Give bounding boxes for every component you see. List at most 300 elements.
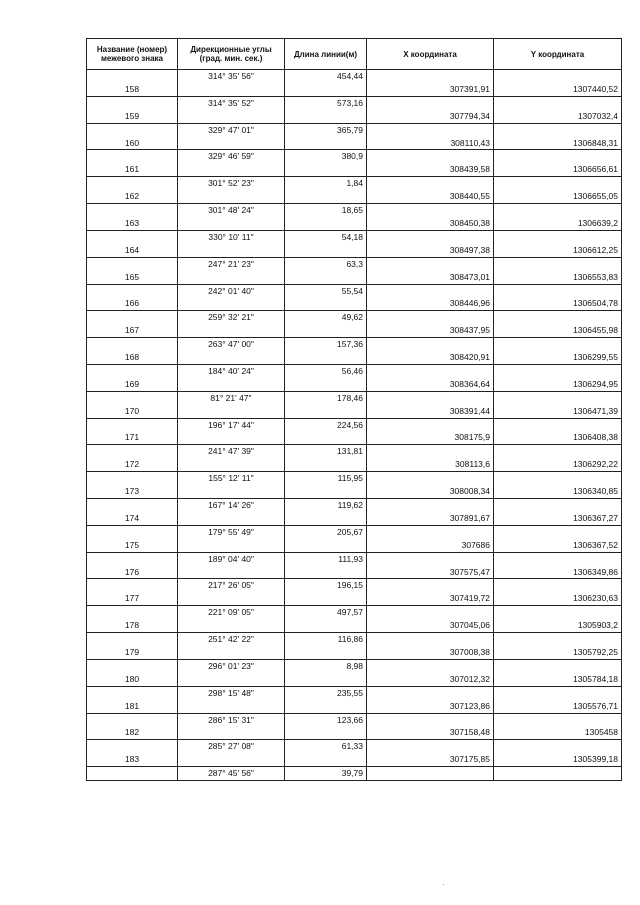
direction-angle-cell: 221° 09' 05" (178, 606, 285, 619)
x-coordinate-cell (367, 659, 494, 672)
y-coordinate-cell (494, 70, 622, 83)
boundary-mark-name-cell (87, 257, 178, 270)
y-coordinate-cell: 1306294,95 (494, 378, 622, 391)
direction-angle-cell (178, 83, 285, 96)
line-length-cell (285, 512, 367, 525)
y-coordinate-cell: 1306639,2 (494, 217, 622, 230)
line-length-cell (285, 137, 367, 150)
point-row (87, 539, 622, 552)
x-coordinate-cell: 308439,58 (367, 163, 494, 176)
y-coordinate-cell (494, 579, 622, 592)
x-coordinate-cell: 308497,38 (367, 244, 494, 257)
direction-angle-cell: 301° 48' 24" (178, 204, 285, 217)
y-coordinate-cell (494, 230, 622, 243)
boundary-mark-name-cell (87, 284, 178, 297)
direction-angle-cell: 241° 47' 39" (178, 445, 285, 458)
boundary-mark-name-cell: 176 (87, 566, 178, 579)
direction-angle-cell (178, 700, 285, 713)
boundary-mark-name-cell (87, 740, 178, 753)
direction-angle-cell: 314° 35' 56" (178, 70, 285, 83)
line-length-cell (285, 646, 367, 659)
x-coordinate-cell: 308473,01 (367, 271, 494, 284)
line-length-cell: 54,18 (285, 230, 367, 243)
direction-angle-cell (178, 217, 285, 230)
header-y-coordinate: Y координата (494, 39, 622, 70)
line-length-cell (285, 190, 367, 203)
boundary-mark-name-cell: 178 (87, 619, 178, 632)
y-coordinate-cell: 1306656,61 (494, 163, 622, 176)
boundary-mark-name-cell (87, 606, 178, 619)
point-row (87, 351, 622, 364)
line-length-cell: 1,84 (285, 177, 367, 190)
boundary-mark-name-cell (87, 204, 178, 217)
direction-angle-cell (178, 566, 285, 579)
boundary-mark-name-cell: 175 (87, 539, 178, 552)
point-row (87, 110, 622, 123)
table-body (87, 70, 622, 781)
boundary-mark-name-cell (87, 311, 178, 324)
segment-row (87, 525, 622, 538)
x-coordinate-cell (367, 740, 494, 753)
line-length-cell: 63,3 (285, 257, 367, 270)
x-coordinate-cell (367, 767, 494, 781)
segment-row (87, 150, 622, 163)
x-coordinate-cell: 307012,32 (367, 673, 494, 686)
y-coordinate-cell (494, 96, 622, 109)
boundary-mark-name-cell: 171 (87, 431, 178, 444)
segment-row (87, 633, 622, 646)
x-coordinate-cell: 308437,95 (367, 324, 494, 337)
line-length-cell (285, 110, 367, 123)
boundary-mark-name-cell (87, 230, 178, 243)
point-row (87, 190, 622, 203)
direction-angle-cell: 196° 17' 44" (178, 418, 285, 431)
direction-angle-cell: 330° 10' 11" (178, 230, 285, 243)
point-row (87, 163, 622, 176)
header-direction-angle: Дирекционные углы (град. мин. сек.) (178, 39, 285, 70)
boundary-mark-name-cell: 163 (87, 217, 178, 230)
y-coordinate-cell (494, 177, 622, 190)
y-coordinate-cell (494, 391, 622, 404)
boundary-mark-name-cell (87, 418, 178, 431)
line-length-cell (285, 431, 367, 444)
coordinates-table (86, 38, 622, 781)
point-row (87, 271, 622, 284)
point-row (87, 700, 622, 713)
boundary-mark-name-cell (87, 123, 178, 136)
line-length-cell (285, 539, 367, 552)
boundary-mark-name-cell: 181 (87, 700, 178, 713)
boundary-mark-name-cell: 183 (87, 753, 178, 766)
boundary-mark-name-cell (87, 767, 178, 781)
boundary-mark-name-cell: 180 (87, 673, 178, 686)
segment-row (87, 284, 622, 297)
y-coordinate-cell (494, 686, 622, 699)
line-length-cell (285, 673, 367, 686)
line-length-cell: 196,15 (285, 579, 367, 592)
line-length-cell: 116,86 (285, 633, 367, 646)
y-coordinate-cell: 1305458 (494, 726, 622, 739)
boundary-mark-name-cell: 162 (87, 190, 178, 203)
line-length-cell: 8,98 (285, 659, 367, 672)
point-row (87, 83, 622, 96)
direction-angle-cell (178, 405, 285, 418)
segment-row (87, 257, 622, 270)
y-coordinate-cell (494, 499, 622, 512)
y-coordinate-cell: 1306848,31 (494, 137, 622, 150)
line-length-cell (285, 83, 367, 96)
point-row (87, 753, 622, 766)
direction-angle-cell: 167° 14' 26" (178, 499, 285, 512)
y-coordinate-cell: 1306299,55 (494, 351, 622, 364)
direction-angle-cell (178, 378, 285, 391)
point-row (87, 378, 622, 391)
line-length-cell: 497,57 (285, 606, 367, 619)
direction-angle-cell (178, 753, 285, 766)
x-coordinate-cell: 308008,34 (367, 485, 494, 498)
point-row (87, 673, 622, 686)
y-coordinate-cell: 1305903,2 (494, 619, 622, 632)
boundary-mark-name-cell (87, 177, 178, 190)
y-coordinate-cell (494, 606, 622, 619)
y-coordinate-cell: 1305784,18 (494, 673, 622, 686)
line-length-cell (285, 458, 367, 471)
boundary-mark-name-cell (87, 338, 178, 351)
point-row (87, 217, 622, 230)
point-row (87, 726, 622, 739)
point-row (87, 244, 622, 257)
line-length-cell: 56,46 (285, 364, 367, 377)
line-length-cell (285, 592, 367, 605)
x-coordinate-cell: 307794,34 (367, 110, 494, 123)
boundary-mark-name-cell: 161 (87, 163, 178, 176)
direction-angle-cell: 287° 45' 56" (178, 767, 285, 781)
direction-angle-cell (178, 110, 285, 123)
point-row (87, 566, 622, 579)
line-length-cell (285, 700, 367, 713)
point-row (87, 297, 622, 310)
y-coordinate-cell: 1307032,4 (494, 110, 622, 123)
segment-row (87, 445, 622, 458)
boundary-mark-name-cell (87, 659, 178, 672)
boundary-mark-name-cell: 170 (87, 405, 178, 418)
direction-angle-cell (178, 539, 285, 552)
segment-row (87, 713, 622, 726)
x-coordinate-cell (367, 364, 494, 377)
line-length-cell: 157,36 (285, 338, 367, 351)
x-coordinate-cell (367, 230, 494, 243)
x-coordinate-cell: 308110,43 (367, 137, 494, 150)
x-coordinate-cell (367, 123, 494, 136)
x-coordinate-cell: 308175,9 (367, 431, 494, 444)
direction-angle-cell (178, 271, 285, 284)
point-row (87, 431, 622, 444)
x-coordinate-cell: 308450,38 (367, 217, 494, 230)
segment-row (87, 230, 622, 243)
x-coordinate-cell: 307045,06 (367, 619, 494, 632)
segment-row (87, 391, 622, 404)
direction-angle-cell (178, 485, 285, 498)
x-coordinate-cell: 308446,96 (367, 297, 494, 310)
line-length-cell: 573,16 (285, 96, 367, 109)
x-coordinate-cell (367, 391, 494, 404)
direction-angle-cell (178, 244, 285, 257)
boundary-mark-name-cell: 182 (87, 726, 178, 739)
x-coordinate-cell (367, 713, 494, 726)
line-length-cell: 49,62 (285, 311, 367, 324)
segment-row (87, 686, 622, 699)
y-coordinate-cell (494, 767, 622, 781)
segment-row (87, 418, 622, 431)
x-coordinate-cell (367, 499, 494, 512)
x-coordinate-cell: 307158,48 (367, 726, 494, 739)
y-coordinate-cell (494, 284, 622, 297)
direction-angle-cell: 301° 52' 23" (178, 177, 285, 190)
direction-angle-cell (178, 297, 285, 310)
segment-row (87, 579, 622, 592)
boundary-mark-name-cell: 158 (87, 83, 178, 96)
boundary-mark-name-cell: 168 (87, 351, 178, 364)
line-length-cell: 39,79 (285, 767, 367, 781)
boundary-mark-name-cell (87, 713, 178, 726)
scan-speck (443, 884, 444, 885)
line-length-cell: 380,9 (285, 150, 367, 163)
segment-row (87, 606, 622, 619)
line-length-cell: 454,44 (285, 70, 367, 83)
y-coordinate-cell (494, 364, 622, 377)
boundary-mark-name-cell: 172 (87, 458, 178, 471)
x-coordinate-cell: 307391,91 (367, 83, 494, 96)
segment-row (87, 364, 622, 377)
x-coordinate-cell: 308440,55 (367, 190, 494, 203)
direction-angle-cell (178, 673, 285, 686)
boundary-mark-name-cell: 167 (87, 324, 178, 337)
direction-angle-cell: 285° 27' 08" (178, 740, 285, 753)
x-coordinate-cell (367, 418, 494, 431)
boundary-mark-name-cell (87, 686, 178, 699)
line-length-cell (285, 753, 367, 766)
direction-angle-cell: 217° 26' 05" (178, 579, 285, 592)
direction-angle-cell: 263° 47' 00" (178, 338, 285, 351)
line-length-cell: 224,56 (285, 418, 367, 431)
table-header-row (87, 39, 622, 70)
y-coordinate-cell (494, 150, 622, 163)
boundary-mark-name-cell (87, 445, 178, 458)
line-length-cell (285, 217, 367, 230)
x-coordinate-cell (367, 686, 494, 699)
segment-row (87, 96, 622, 109)
x-coordinate-cell (367, 150, 494, 163)
direction-angle-cell: 329° 47' 01" (178, 123, 285, 136)
line-length-cell (285, 485, 367, 498)
direction-angle-cell: 184° 40' 24" (178, 364, 285, 377)
y-coordinate-cell: 1305576,71 (494, 700, 622, 713)
line-length-cell (285, 619, 367, 632)
direction-angle-cell: 155° 12' 11" (178, 472, 285, 485)
segment-row (87, 552, 622, 565)
line-length-cell: 18,65 (285, 204, 367, 217)
y-coordinate-cell (494, 552, 622, 565)
header-x-coordinate: X координата (367, 39, 494, 70)
x-coordinate-cell (367, 552, 494, 565)
direction-angle-cell: 296° 01' 23" (178, 659, 285, 672)
y-coordinate-cell (494, 713, 622, 726)
boundary-mark-name-cell (87, 499, 178, 512)
point-row (87, 619, 622, 632)
boundary-mark-name-cell: 166 (87, 297, 178, 310)
y-coordinate-cell: 1306349,86 (494, 566, 622, 579)
boundary-mark-name-cell (87, 579, 178, 592)
segment-row (87, 204, 622, 217)
x-coordinate-cell (367, 284, 494, 297)
x-coordinate-cell (367, 177, 494, 190)
y-coordinate-cell (494, 472, 622, 485)
y-coordinate-cell: 1306230,63 (494, 592, 622, 605)
boundary-mark-name-cell: 177 (87, 592, 178, 605)
y-coordinate-cell: 1306471,39 (494, 405, 622, 418)
boundary-mark-name-cell (87, 364, 178, 377)
direction-angle-cell: 314° 35' 52" (178, 96, 285, 109)
point-row (87, 646, 622, 659)
direction-angle-cell (178, 163, 285, 176)
segment-row (87, 472, 622, 485)
boundary-mark-name-cell: 169 (87, 378, 178, 391)
point-row (87, 324, 622, 337)
x-coordinate-cell (367, 311, 494, 324)
x-coordinate-cell (367, 606, 494, 619)
line-length-cell: 235,55 (285, 686, 367, 699)
line-length-cell: 123,66 (285, 713, 367, 726)
point-row (87, 592, 622, 605)
y-coordinate-cell (494, 633, 622, 646)
x-coordinate-cell: 308364,64 (367, 378, 494, 391)
y-coordinate-cell (494, 740, 622, 753)
x-coordinate-cell (367, 472, 494, 485)
y-coordinate-cell: 1306655,05 (494, 190, 622, 203)
direction-angle-cell: 286° 15' 31" (178, 713, 285, 726)
direction-angle-cell (178, 592, 285, 605)
direction-angle-cell: 298° 15' 48" (178, 686, 285, 699)
direction-angle-cell (178, 646, 285, 659)
y-coordinate-cell (494, 418, 622, 431)
line-length-cell (285, 378, 367, 391)
boundary-mark-name-cell: 179 (87, 646, 178, 659)
direction-angle-cell: 242° 01' 40" (178, 284, 285, 297)
point-row (87, 485, 622, 498)
segment-row (87, 740, 622, 753)
direction-angle-cell (178, 190, 285, 203)
boundary-mark-name-cell: 174 (87, 512, 178, 525)
line-length-cell (285, 351, 367, 364)
y-coordinate-cell (494, 659, 622, 672)
x-coordinate-cell: 307891,67 (367, 512, 494, 525)
direction-angle-cell (178, 458, 285, 471)
point-row (87, 512, 622, 525)
y-coordinate-cell: 1305399,18 (494, 753, 622, 766)
direction-angle-cell (178, 512, 285, 525)
direction-angle-cell: 81° 21' 47" (178, 391, 285, 404)
direction-angle-cell (178, 619, 285, 632)
x-coordinate-cell (367, 633, 494, 646)
segment-row (87, 659, 622, 672)
point-row (87, 137, 622, 150)
line-length-cell (285, 244, 367, 257)
line-length-cell (285, 297, 367, 310)
line-length-cell: 178,46 (285, 391, 367, 404)
y-coordinate-cell: 1306553,83 (494, 271, 622, 284)
y-coordinate-cell: 1305792,25 (494, 646, 622, 659)
point-row (87, 405, 622, 418)
boundary-mark-name-cell: 159 (87, 110, 178, 123)
line-length-cell (285, 405, 367, 418)
boundary-mark-name-cell (87, 70, 178, 83)
x-coordinate-cell (367, 70, 494, 83)
y-coordinate-cell: 1306292,22 (494, 458, 622, 471)
header-line-length: Длина линии(м) (285, 39, 367, 70)
direction-angle-cell (178, 431, 285, 444)
y-coordinate-cell: 1306367,52 (494, 539, 622, 552)
x-coordinate-cell (367, 338, 494, 351)
line-length-cell (285, 324, 367, 337)
y-coordinate-cell: 1306504,78 (494, 297, 622, 310)
direction-angle-cell: 247° 21' 23" (178, 257, 285, 270)
boundary-mark-name-cell (87, 633, 178, 646)
line-length-cell: 115,95 (285, 472, 367, 485)
line-length-cell (285, 163, 367, 176)
x-coordinate-cell: 307419,72 (367, 592, 494, 605)
boundary-mark-name-cell (87, 150, 178, 163)
boundary-mark-name-cell: 165 (87, 271, 178, 284)
y-coordinate-cell (494, 204, 622, 217)
x-coordinate-cell: 307175,85 (367, 753, 494, 766)
direction-angle-cell: 329° 46' 59" (178, 150, 285, 163)
y-coordinate-cell: 1306367,27 (494, 512, 622, 525)
segment-row (87, 767, 622, 781)
boundary-mark-name-cell (87, 472, 178, 485)
y-coordinate-cell (494, 338, 622, 351)
x-coordinate-cell: 307123,86 (367, 700, 494, 713)
y-coordinate-cell (494, 445, 622, 458)
boundary-mark-name-cell (87, 525, 178, 538)
y-coordinate-cell: 1306455,98 (494, 324, 622, 337)
direction-angle-cell (178, 726, 285, 739)
y-coordinate-cell: 1306408,38 (494, 431, 622, 444)
x-coordinate-cell (367, 257, 494, 270)
line-length-cell: 365,79 (285, 123, 367, 136)
y-coordinate-cell (494, 257, 622, 270)
boundary-mark-name-cell (87, 391, 178, 404)
boundary-mark-name-cell (87, 552, 178, 565)
boundary-mark-name-cell: 160 (87, 137, 178, 150)
direction-angle-cell: 179° 55' 49" (178, 525, 285, 538)
x-coordinate-cell: 308391,44 (367, 405, 494, 418)
segment-row (87, 311, 622, 324)
boundary-mark-name-cell: 164 (87, 244, 178, 257)
line-length-cell: 131,81 (285, 445, 367, 458)
segment-row (87, 499, 622, 512)
header-boundary-mark-name: Название (номер) межевого знака (87, 39, 178, 70)
y-coordinate-cell: 1307440,52 (494, 83, 622, 96)
line-length-cell: 111,93 (285, 552, 367, 565)
x-coordinate-cell: 307575,47 (367, 566, 494, 579)
line-length-cell: 55,54 (285, 284, 367, 297)
x-coordinate-cell (367, 204, 494, 217)
x-coordinate-cell (367, 525, 494, 538)
segment-row (87, 70, 622, 83)
line-length-cell (285, 726, 367, 739)
boundary-mark-name-cell: 173 (87, 485, 178, 498)
line-length-cell: 205,67 (285, 525, 367, 538)
